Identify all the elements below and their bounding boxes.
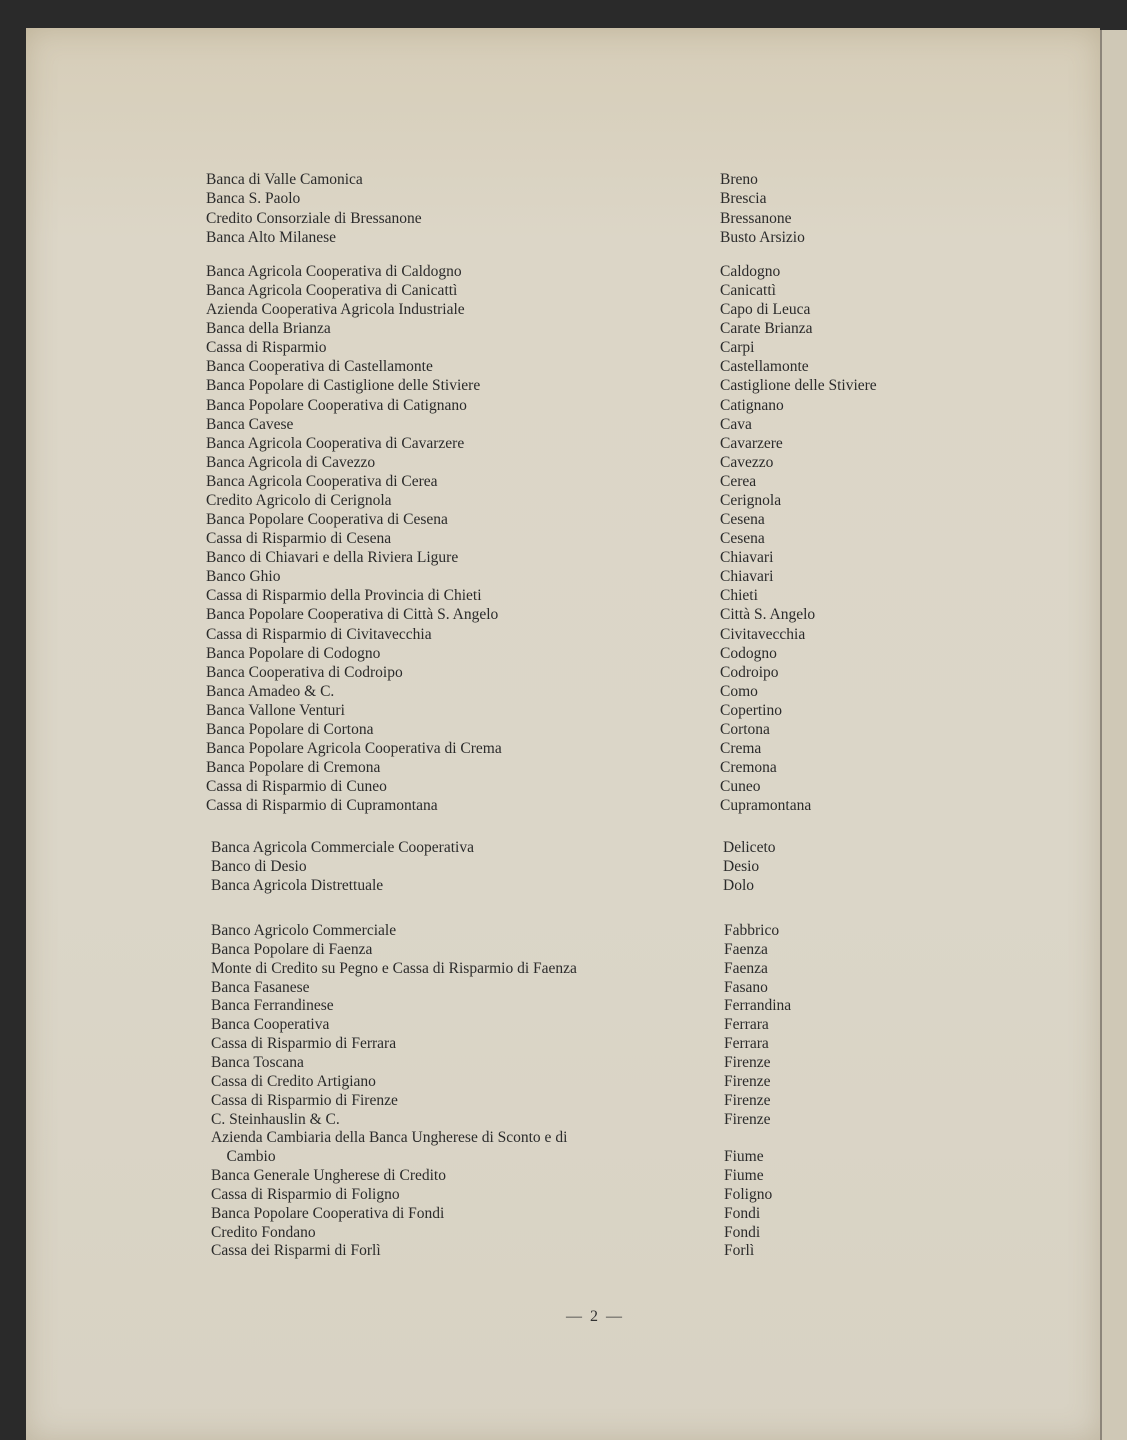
city-name: Canicattì [720,282,776,300]
bank-name: Azienda Cambiaria della Banca Ungherese di Sconto e di [211,1129,568,1147]
bank-name: Banca Popolare Cooperativa di Catignano [206,396,467,414]
bank-name: Banca Ferrandinese [211,997,334,1015]
list-item [26,376,1100,395]
list-item [26,189,1100,208]
city-name: Fondi [724,1223,761,1241]
bank-name: Cassa di Risparmio di Cuneo [206,778,387,796]
list-item [26,978,1100,997]
adjacent-page-edge [1100,30,1127,1440]
list-item [26,682,1100,701]
city-name: Codogno [720,644,777,662]
bank-name: Banca Popolare di Cortona [206,720,374,738]
bank-name: Banca Agricola Distrettuale [211,877,384,894]
bank-name: Cassa di Risparmio [206,339,327,357]
list-item [26,1034,1100,1053]
page-number: — 2 — [566,1308,624,1325]
bank-name: Banca Fasanese [211,978,310,996]
city-name: Castiglione delle Stiviere [720,377,877,395]
list-item [26,644,1100,663]
bank-name: Credito Agricolo di Cerignola [206,491,392,509]
city-name: Capo di Leuca [720,301,811,319]
list-item [26,415,1100,434]
city-name: Desio [723,858,760,875]
city-name: Firenze [724,1110,771,1128]
city-name: Civitavecchia [720,625,806,643]
bank-name: Banca Popolare Cooperativa di Fondi [211,1204,445,1222]
list-item [26,453,1100,472]
list-item [26,1223,1100,1242]
city-name: Cerea [720,472,757,490]
bank-name: Banca Vallone Venturi [206,701,345,719]
list-item [26,548,1100,567]
list-item [26,921,1100,940]
city-name: Caldogno [720,263,781,280]
list-item [26,1147,1100,1166]
list-item [26,209,1100,228]
bank-name: Banca Popolare di Faenza [211,940,373,958]
city-name: Firenze [724,1053,771,1071]
list-item [26,605,1100,624]
list-item [26,567,1100,586]
city-name: Faenza [724,940,768,958]
list-item [26,319,1100,338]
city-name: Cuneo [720,778,761,796]
city-name: Chieti [720,587,758,605]
bank-name: Cassa di Risparmio di Civitavecchia [206,625,432,643]
list-item [26,1053,1100,1072]
list-item [26,838,1100,857]
list-item [26,796,1100,815]
city-name: Forlì [724,1242,755,1260]
bank-name: Cassa di Risparmio di Ferrara [211,1035,397,1053]
city-name: Como [720,682,758,700]
city-name: Ferrandina [724,997,792,1015]
bank-name: Cassa di Risparmio di Cupramontana [206,797,438,815]
document-page [26,28,1100,1440]
city-name: Fiume [724,1148,764,1166]
city-name: Carate Brianza [720,320,813,338]
bank-name: Banca S. Paolo [206,190,301,208]
city-name: Città S. Angelo [720,606,816,624]
bank-name: Banca Toscana [211,1053,304,1071]
city-name: Chiavari [720,568,774,586]
bank-name: Banca Agricola di Cavezzo [206,453,376,471]
city-name: Cortona [720,720,770,738]
bank-name: Azienda Cooperativa Agricola Industriale [206,301,465,319]
list-item [26,510,1100,529]
city-name: Fondi [724,1204,761,1222]
city-name: Cupramontana [720,797,812,815]
bank-name: Banco di Chiavari e della Riviera Ligure [206,549,459,567]
list-item [26,1166,1100,1185]
list-item [26,1128,1100,1147]
list-item [26,1091,1100,1110]
list-item [26,1072,1100,1091]
bank-name: Cassa di Risparmio della Provincia di Chieti [206,587,482,605]
bank-name: Banco di Desio [211,858,307,875]
city-name: Cesena [720,530,765,548]
city-name: Cerignola [720,491,782,509]
city-name: Deliceto [723,839,776,856]
bank-name: Banca Popolare Cooperativa di Cesena [206,511,448,529]
list-item [26,396,1100,415]
city-name: Fiume [724,1167,764,1185]
list-item [26,777,1100,796]
bank-name: Cassa dei Risparmi di Forlì [211,1242,381,1260]
bank-name: Banca Popolare di Castiglione delle Stiviere [206,377,481,395]
bank-name: Monte di Credito su Pegno e Cassa di Risparmio di Faenza [211,959,577,977]
city-name: Cavezzo [720,453,774,471]
list-item [26,357,1100,376]
city-name: Castellamonte [720,358,809,376]
city-name: Cesena [720,511,765,529]
city-name: Catignano [720,396,784,414]
list-item [26,262,1100,281]
list-item [26,300,1100,319]
list-item [26,529,1100,548]
bank-name: Credito Fondano [211,1223,316,1241]
list-item [26,876,1100,895]
list-item [26,170,1100,189]
bank-name: Banca Agricola Commerciale Cooperativa [211,839,474,856]
bank-name: Banca Cavese [206,415,294,433]
city-name: Dolo [723,877,754,894]
city-name: Cremona [720,759,777,777]
city-name: Foligno [724,1185,773,1203]
list-item [26,281,1100,300]
bank-name: Cassa di Risparmio di Foligno [211,1185,400,1203]
list-item [26,1185,1100,1204]
city-name: Busto Arsizio [720,228,805,246]
city-name: Fabbrico [724,922,780,939]
list-item [26,472,1100,491]
bank-name: Banca Cooperativa di Codroipo [206,663,403,681]
city-name: Faenza [724,959,768,977]
city-name: Crema [720,740,762,757]
bank-name: Banca Alto Milanese [206,228,336,246]
list-item [26,663,1100,682]
bank-name: Banca di Valle Camonica [206,171,363,188]
bank-name: Banca Agricola Cooperativa di Canicattì [206,282,458,300]
list-item [26,739,1100,758]
bank-name: Banca Cooperativa di Castellamonte [206,358,433,376]
city-name: Chiavari [720,549,774,567]
list-item [26,1241,1100,1260]
list-item [26,959,1100,978]
list-item [26,1015,1100,1034]
bank-name: Banca Agricola Cooperativa di Caldogno [206,263,462,280]
bank-name: Banca Popolare di Codogno [206,644,381,662]
bank-name: Banco Ghio [206,568,281,586]
city-name: Cava [720,415,752,433]
city-name: Cavarzere [720,434,783,452]
city-name: Fasano [724,978,768,996]
bank-name: Cassa di Risparmio di Cesena [206,530,392,548]
list-item [26,758,1100,777]
list-item [26,720,1100,739]
list-item [26,625,1100,644]
list-item [26,338,1100,357]
bank-directory-list [26,28,1100,1440]
city-name: Bressanone [720,209,792,227]
bank-name: Banca della Brianza [206,320,331,338]
city-name: Breno [720,171,758,188]
city-name: Ferrara [724,1035,769,1053]
bank-name: Cassa di Credito Artigiano [211,1072,376,1090]
bank-name: Banca Agricola Cooperativa di Cerea [206,472,438,490]
bank-name: Banca Amadeo & C. [206,682,335,700]
city-name: Codroipo [720,663,779,681]
bank-name: Banco Agricolo Commerciale [211,922,397,939]
bank-name: Cassa di Risparmio di Firenze [211,1091,398,1109]
list-item [26,1110,1100,1129]
list-item [26,701,1100,720]
bank-name: Banca Cooperativa [211,1016,330,1034]
city-name: Firenze [724,1091,771,1109]
city-name: Firenze [724,1072,771,1090]
list-item [26,228,1100,247]
bank-name: Cambio [211,1148,276,1166]
bank-name: Banca Popolare Cooperativa di Città S. Angelo [206,606,499,624]
city-name: Brescia [720,190,767,208]
bank-name: Banca Generale Ungherese di Credito [211,1167,446,1185]
bank-name: C. Steinhauslin & C. [211,1110,340,1128]
city-name: Ferrara [724,1016,769,1034]
city-name: Carpi [720,339,755,357]
list-item [26,857,1100,876]
bank-name: Credito Consorziale di Bressanone [206,209,422,227]
list-item [26,1204,1100,1223]
bank-name: Banca Popolare Agricola Cooperativa di Crema [206,740,502,757]
list-item [26,940,1100,959]
list-item [26,586,1100,605]
list-item [26,491,1100,510]
list-item [26,996,1100,1015]
bank-name: Banca Popolare di Cremona [206,759,381,777]
city-name: Copertino [720,701,782,719]
bank-name: Banca Agricola Cooperativa di Cavarzere [206,434,465,452]
list-item [26,434,1100,453]
